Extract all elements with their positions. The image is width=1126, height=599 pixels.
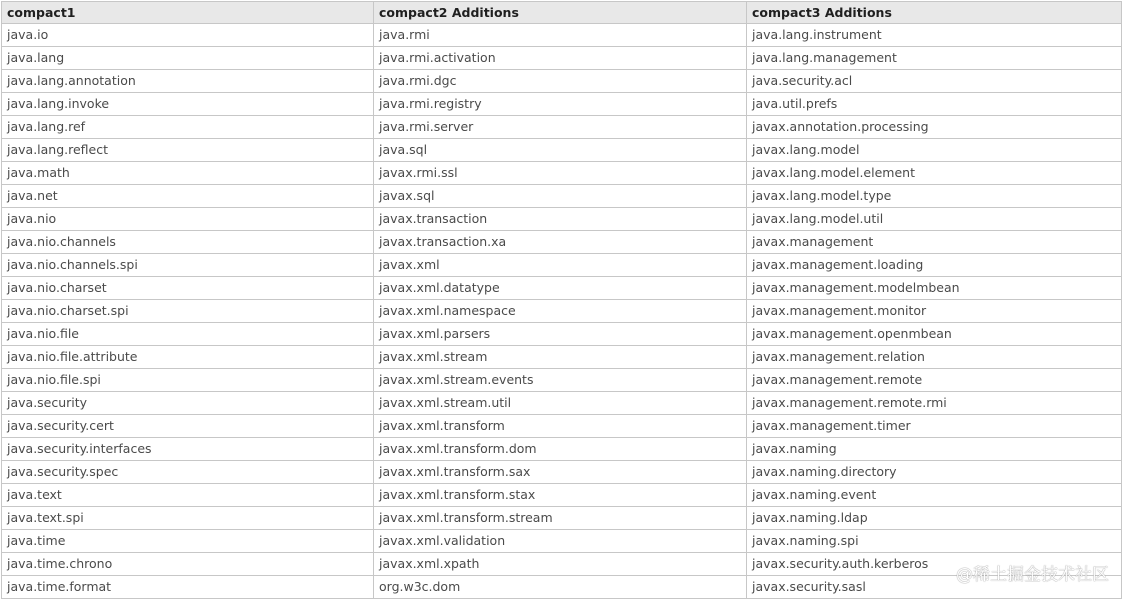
table-cell-col3: javax.naming.event (747, 484, 1122, 507)
table-row (2, 507, 1122, 530)
table-cell-col3: java.util.prefs (747, 93, 1122, 116)
table-cell-col1: java.time (2, 530, 374, 553)
table-cell-col2: javax.xml.parsers (374, 323, 747, 346)
table-cell-col3: javax.management.remote (747, 369, 1122, 392)
table-cell-col1: java.nio.file.attribute (2, 346, 374, 369)
table-row (2, 208, 1122, 231)
table-cell-col2: java.rmi.server (374, 116, 747, 139)
table-cell-col3: javax.naming (747, 438, 1122, 461)
table-cell-col1: java.text (2, 484, 374, 507)
table-row (2, 277, 1122, 300)
watermark-text: @稀土掘金技术社区 (956, 565, 1109, 585)
table-cell-col2: javax.xml.validation (374, 530, 747, 553)
table-cell-col3: javax.security.sasl (747, 576, 1122, 599)
table-cell-col3: java.lang.instrument (747, 24, 1122, 47)
table-cell-col2: javax.xml.transform.stax (374, 484, 747, 507)
table-row (2, 369, 1122, 392)
table-cell-col2: java.rmi.activation (374, 47, 747, 70)
table-cell-col2: java.rmi.registry (374, 93, 747, 116)
compact-profiles-table (1, 1, 1122, 599)
table-cell-col1: java.nio.charset.spi (2, 300, 374, 323)
table-cell-col2: javax.xml (374, 254, 747, 277)
column-header-compact1: compact1 (2, 2, 374, 24)
table-row (2, 415, 1122, 438)
table-row (2, 24, 1122, 47)
table-row (2, 231, 1122, 254)
table-cell-col1: java.nio.file.spi (2, 369, 374, 392)
table-cell-col1: java.lang.invoke (2, 93, 374, 116)
table-cell-col1: java.lang (2, 47, 374, 70)
table-cell-col3: java.security.acl (747, 70, 1122, 93)
table-row (2, 139, 1122, 162)
table-cell-col3: javax.security.auth.kerberos (747, 553, 1122, 576)
table-cell-col3: javax.lang.model.util (747, 208, 1122, 231)
table-cell-col1: java.nio.channels.spi (2, 254, 374, 277)
table-cell-col3: javax.naming.ldap (747, 507, 1122, 530)
table-cell-col1: java.time.format (2, 576, 374, 599)
table-cell-col3: javax.management.openmbean (747, 323, 1122, 346)
table-row (2, 530, 1122, 553)
table-cell-col3: javax.lang.model.type (747, 185, 1122, 208)
table-cell-col1: java.security.interfaces (2, 438, 374, 461)
table-cell-col2: javax.xml.transform.stream (374, 507, 747, 530)
table-row (2, 70, 1122, 93)
table-row (2, 323, 1122, 346)
table-cell-col2: java.rmi (374, 24, 747, 47)
table-row (2, 576, 1122, 599)
table-cell-col3: javax.management.loading (747, 254, 1122, 277)
table-cell-col2: javax.xml.stream.util (374, 392, 747, 415)
table-cell-col2: javax.xml.namespace (374, 300, 747, 323)
table-cell-col1: java.security (2, 392, 374, 415)
table-row (2, 185, 1122, 208)
table-cell-col1: java.nio.channels (2, 231, 374, 254)
table-cell-col1: java.nio (2, 208, 374, 231)
table-row (2, 461, 1122, 484)
column-header-compact3: compact3 Additions (747, 2, 1122, 24)
table-cell-col2: javax.rmi.ssl (374, 162, 747, 185)
table-cell-col3: javax.management (747, 231, 1122, 254)
table-cell-col1: java.time.chrono (2, 553, 374, 576)
table-cell-col3: javax.lang.model.element (747, 162, 1122, 185)
table-cell-col2: java.sql (374, 139, 747, 162)
table-cell-col1: java.io (2, 24, 374, 47)
table-cell-col1: java.text.spi (2, 507, 374, 530)
table-row (2, 116, 1122, 139)
table-header-row (2, 2, 1122, 24)
table-cell-col3: java.lang.management (747, 47, 1122, 70)
table-row (2, 162, 1122, 185)
table-cell-col1: java.math (2, 162, 374, 185)
table-cell-col2: java.rmi.dgc (374, 70, 747, 93)
table-cell-col2: javax.xml.transform.dom (374, 438, 747, 461)
table-cell-col1: java.security.spec (2, 461, 374, 484)
table-row (2, 553, 1122, 576)
table-cell-col1: java.net (2, 185, 374, 208)
table-row (2, 254, 1122, 277)
table-cell-col2: javax.transaction (374, 208, 747, 231)
table-row (2, 300, 1122, 323)
table-cell-col1: java.lang.ref (2, 116, 374, 139)
table-cell-col2: javax.xml.transform (374, 415, 747, 438)
table-cell-col3: javax.annotation.processing (747, 116, 1122, 139)
table-cell-col1: java.security.cert (2, 415, 374, 438)
table-cell-col1: java.nio.file (2, 323, 374, 346)
table-cell-col3: javax.management.modelmbean (747, 277, 1122, 300)
table-cell-col1: java.nio.charset (2, 277, 374, 300)
table-row (2, 93, 1122, 116)
table-cell-col2: javax.xml.stream.events (374, 369, 747, 392)
table-row (2, 484, 1122, 507)
table-cell-col2: javax.sql (374, 185, 747, 208)
table-row (2, 392, 1122, 415)
table-row (2, 346, 1122, 369)
table-cell-col1: java.lang.reflect (2, 139, 374, 162)
table-cell-col3: javax.management.timer (747, 415, 1122, 438)
table-cell-col2: javax.xml.transform.sax (374, 461, 747, 484)
table-cell-col3: javax.naming.directory (747, 461, 1122, 484)
table-cell-col3: javax.management.remote.rmi (747, 392, 1122, 415)
table-cell-col2: javax.xml.xpath (374, 553, 747, 576)
table-cell-col2: javax.xml.datatype (374, 277, 747, 300)
table-cell-col2: org.w3c.dom (374, 576, 747, 599)
table-row (2, 438, 1122, 461)
table-cell-col2: javax.transaction.xa (374, 231, 747, 254)
table-cell-col3: javax.management.relation (747, 346, 1122, 369)
table-cell-col3: javax.management.monitor (747, 300, 1122, 323)
table-cell-col1: java.lang.annotation (2, 70, 374, 93)
table-cell-col3: javax.naming.spi (747, 530, 1122, 553)
table-body (2, 24, 1122, 599)
column-header-compact2: compact2 Additions (374, 2, 747, 24)
table-cell-col2: javax.xml.stream (374, 346, 747, 369)
table-row (2, 47, 1122, 70)
table-cell-col3: javax.lang.model (747, 139, 1122, 162)
